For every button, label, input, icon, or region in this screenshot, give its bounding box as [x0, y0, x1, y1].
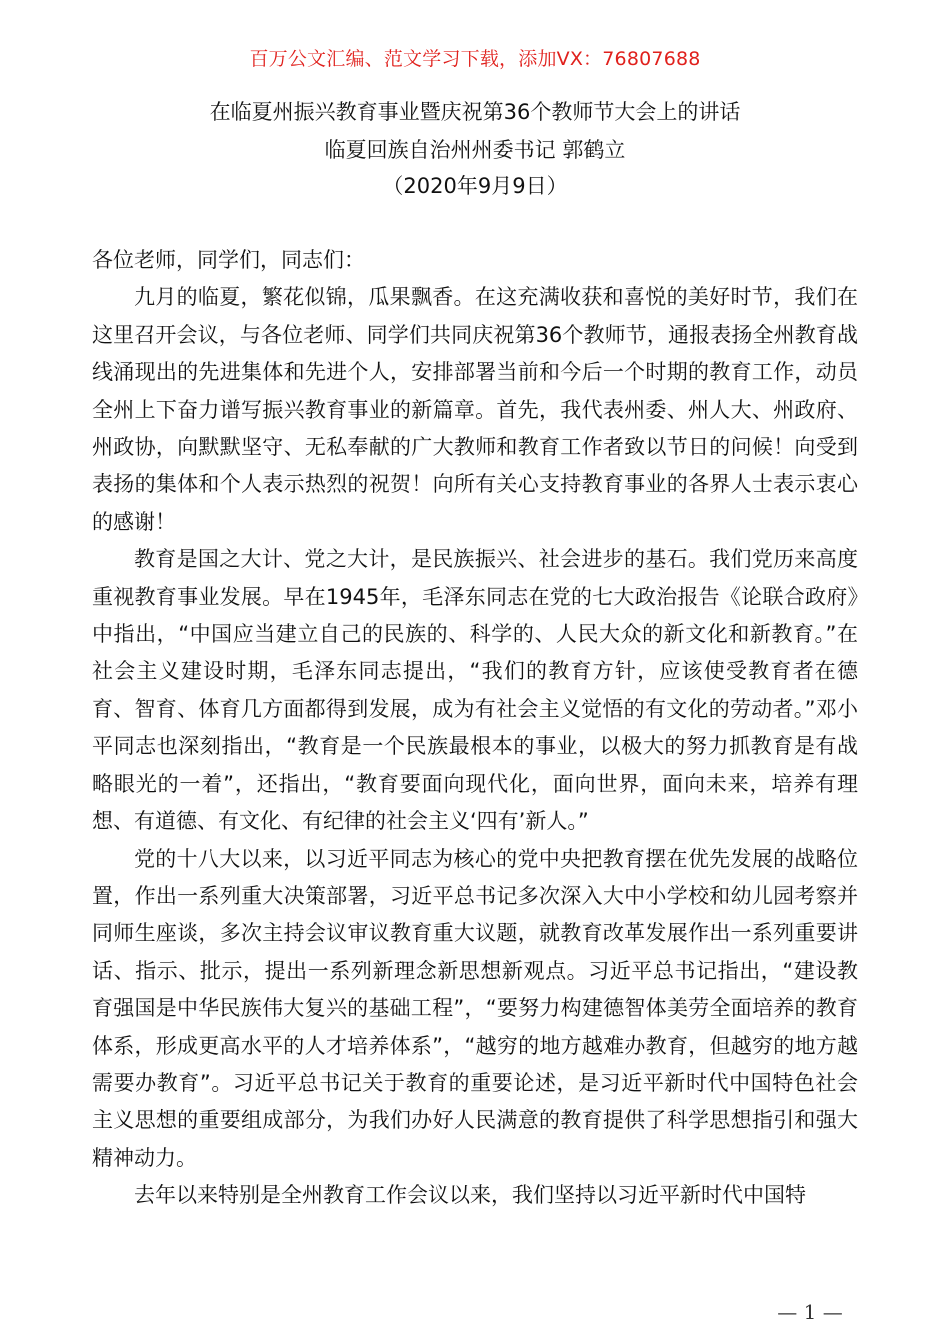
paragraph-2: 教育是国之大计、党之大计，是民族振兴、社会进步的基石。我们党历来高度重视教育事业发展。早在1945年，毛泽东同志在党的七大政治报告《论联合政府》中指出，“中国应当建立自己的民族的、科学的、人民大众的新文化和新教育。”在社会主义建设时期，毛泽东同志提出，“我们的教育方针，应该使受教育者在德育、智育、体育几方面都得到发展，成为有社会主义觉悟的有文化的劳动者。”邓小平同志也深刻指出，“教育是一个民族最根本的事业，以极大的努力抓教育是有战略眼光的一着”，还指出，“教育要面向现代化，面向世界，面向未来，培养有理想、有道德、有文化、有纪律的社会主义‘四有’新人。” [92, 547, 858, 834]
paragraph-3: 党的十八大以来，以习近平同志为核心的党中央把教育摆在优先发展的战略位置，作出一系列重大决策部署，习近平总书记多次深入大中小学校和幼儿园考察并同师生座谈，多次主持会议审议教育重大议题，就教育改革发展作出一系列重要讲话、指示、批示，提出一系列新理念新思想新观点。习近平总书记指出，“建设教育强国是中华民族伟大复兴的基础工程”，“要努力构建德智体美劳全面培养的教育体系，形成更高水平的人才培养体系”，“越穷的地方越难办教育，但越穷的地方越需要办教育”。习近平总书记关于教育的重要论述，是习近平新时代中国特色社会主义思想的重要组成部分，为我们办好人民满意的教育提供了科学思想指引和强大精神动力。 [92, 846, 858, 1170]
speech-body [92, 242, 858, 1215]
speech-author: 临夏回族自治州州委书记 郭鹤立 [324, 138, 626, 162]
speech-title: 在临夏州振兴教育事业暨庆祝第36个教师节大会上的讲话 [209, 100, 741, 124]
salutation: 各位老师，同学们，同志们： [92, 248, 365, 272]
paragraph-1: 九月的临夏，繁花似锦，瓜果飘香。在这充满收获和喜悦的美好时节，我们在这里召开会议，与各位老师、同学们共同庆祝第36个教师节，通报表扬全州教育战线涌现出的先进集体和先进个人，安排部署当前和今后一个时期的教育工作，动员全州上下奋力谱写振兴教育事业的新篇章。首先，我代表州委、州人大、州政府、州政协，向默默坚守、无私奉献的广大教师和教育工作者致以节日的问候！向受到表扬的集体和个人表示热烈的祝贺！向所有关心支持教育事业的各界人士表示衷心的感谢！ [92, 285, 858, 534]
speech-date: （2020年9月9日） [382, 174, 568, 198]
page-number: — 1 — [777, 1300, 843, 1324]
watermark-banner: 百万公文汇编、范文学习下载，添加VX：76807688 [249, 48, 701, 70]
paragraph-4: 去年以来特别是全州教育工作会议以来，我们坚持以习近平新时代中国特 [134, 1183, 806, 1208]
